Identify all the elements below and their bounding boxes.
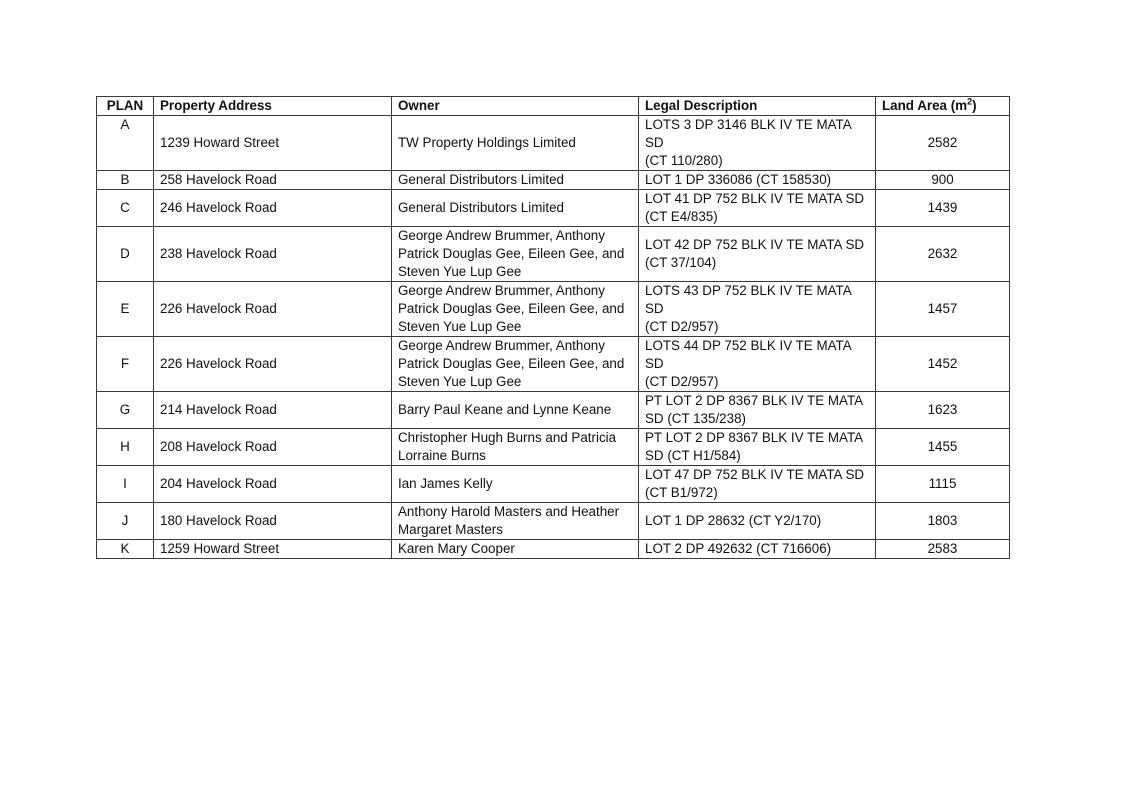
header-plan: PLAN [97, 97, 154, 116]
table-body [97, 116, 1010, 559]
cell-owner: Christopher Hugh Burns and Patricia Lorraine Burns [392, 429, 639, 466]
cell-owner: George Andrew Brummer, Anthony Patrick Douglas Gee, Eileen Gee, and Steven Yue Lup Gee [392, 337, 639, 392]
cell-property-address: 226 Havelock Road [154, 282, 392, 337]
cell-legal-description: LOTS 43 DP 752 BLK IV TE MATA SD (CT D2/957) [639, 282, 876, 337]
table-row [97, 171, 1010, 190]
cell-land-area: 2582 [876, 116, 1010, 171]
cell-plan: G [97, 392, 154, 429]
cell-land-area: 2583 [876, 540, 1010, 559]
cell-legal-description: LOT 1 DP 336086 (CT 158530) [639, 171, 876, 190]
cell-owner: Karen Mary Cooper [392, 540, 639, 559]
cell-plan: E [97, 282, 154, 337]
table-row [97, 429, 1010, 466]
header-land-area-close: ) [972, 98, 977, 113]
table-row [97, 540, 1010, 559]
cell-owner: Anthony Harold Masters and Heather Margaret Masters [392, 503, 639, 540]
cell-land-area: 1455 [876, 429, 1010, 466]
cell-legal-description: LOTS 44 DP 752 BLK IV TE MATA SD (CT D2/957) [639, 337, 876, 392]
cell-plan: F [97, 337, 154, 392]
cell-land-area: 1623 [876, 392, 1010, 429]
cell-plan: J [97, 503, 154, 540]
table-row [97, 190, 1010, 227]
cell-property-address: 258 Havelock Road [154, 171, 392, 190]
cell-owner: Barry Paul Keane and Lynne Keane [392, 392, 639, 429]
table-row [97, 503, 1010, 540]
header-legal-description: Legal Description [639, 97, 876, 116]
header-land-area-label: Land Area (m [882, 98, 968, 113]
cell-land-area: 900 [876, 171, 1010, 190]
cell-land-area: 1457 [876, 282, 1010, 337]
header-property-address: Property Address [154, 97, 392, 116]
cell-property-address: 238 Havelock Road [154, 227, 392, 282]
cell-land-area: 1803 [876, 503, 1010, 540]
cell-plan: D [97, 227, 154, 282]
table-row [97, 227, 1010, 282]
property-owners-table [96, 96, 1010, 559]
table-row [97, 116, 1010, 171]
cell-owner: George Andrew Brummer, Anthony Patrick Douglas Gee, Eileen Gee, and Steven Yue Lup Gee [392, 282, 639, 337]
cell-property-address: 214 Havelock Road [154, 392, 392, 429]
cell-legal-description: LOT 42 DP 752 BLK IV TE MATA SD (CT 37/104) [639, 227, 876, 282]
cell-land-area: 1452 [876, 337, 1010, 392]
cell-plan: A [97, 116, 154, 171]
cell-legal-description: PT LOT 2 DP 8367 BLK IV TE MATA SD (CT 135/238) [639, 392, 876, 429]
cell-plan: K [97, 540, 154, 559]
cell-property-address: 204 Havelock Road [154, 466, 392, 503]
cell-legal-description: LOT 41 DP 752 BLK IV TE MATA SD (CT E4/835) [639, 190, 876, 227]
header-owner: Owner [392, 97, 639, 116]
table-row [97, 282, 1010, 337]
cell-owner: Ian James Kelly [392, 466, 639, 503]
cell-legal-description: LOT 1 DP 28632 (CT Y2/170) [639, 503, 876, 540]
cell-legal-description: LOT 47 DP 752 BLK IV TE MATA SD (CT B1/972) [639, 466, 876, 503]
cell-legal-description: PT LOT 2 DP 8367 BLK IV TE MATA SD (CT H1/584) [639, 429, 876, 466]
table-header [97, 97, 1010, 116]
cell-owner: TW Property Holdings Limited [392, 116, 639, 171]
cell-plan: B [97, 171, 154, 190]
cell-owner: General Distributors Limited [392, 171, 639, 190]
cell-land-area: 1439 [876, 190, 1010, 227]
cell-owner: George Andrew Brummer, Anthony Patrick Douglas Gee, Eileen Gee, and Steven Yue Lup Gee [392, 227, 639, 282]
cell-legal-description: LOTS 3 DP 3146 BLK IV TE MATA SD (CT 110/280) [639, 116, 876, 171]
cell-property-address: 1239 Howard Street [154, 116, 392, 171]
cell-legal-description: LOT 2 DP 492632 (CT 716606) [639, 540, 876, 559]
cell-plan: H [97, 429, 154, 466]
cell-land-area: 2632 [876, 227, 1010, 282]
cell-property-address: 1259 Howard Street [154, 540, 392, 559]
cell-property-address: 180 Havelock Road [154, 503, 392, 540]
cell-land-area: 1115 [876, 466, 1010, 503]
table-row [97, 392, 1010, 429]
cell-plan: C [97, 190, 154, 227]
header-row [97, 97, 1010, 116]
table-row [97, 337, 1010, 392]
table-row [97, 466, 1010, 503]
header-land-area [876, 97, 1010, 116]
cell-owner: General Distributors Limited [392, 190, 639, 227]
cell-property-address: 208 Havelock Road [154, 429, 392, 466]
cell-plan: I [97, 466, 154, 503]
cell-property-address: 226 Havelock Road [154, 337, 392, 392]
header-land-area-exponent: 2 [967, 96, 973, 107]
cell-property-address: 246 Havelock Road [154, 190, 392, 227]
